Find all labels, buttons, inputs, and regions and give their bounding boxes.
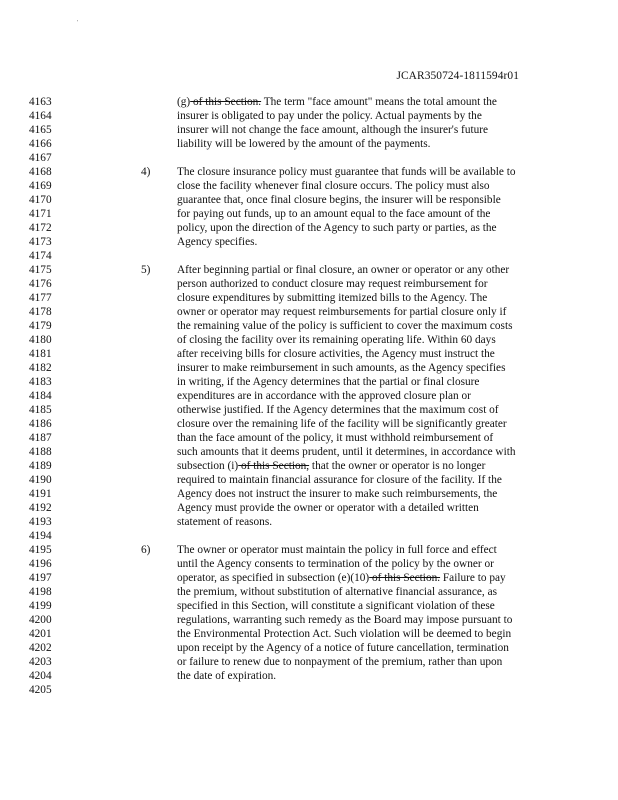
text-line: for paying out funds, up to an amount equal to the face amount of the	[177, 208, 491, 220]
text-line: The owner or operator must maintain the policy in full force and effect	[177, 544, 497, 556]
text-line	[177, 460, 567, 474]
line-number: 4188	[29, 446, 52, 458]
text-line: specified in this Section, will constitute a significant violation of these	[177, 600, 495, 612]
line-number: 4184	[29, 390, 52, 402]
text-line: in writing, if the Agency determines that the partial or final closure	[177, 376, 480, 388]
line-number: 4168	[29, 166, 52, 178]
line-number: 4179	[29, 320, 52, 332]
text-line: until the Agency consents to termination of the policy by the owner or	[177, 558, 494, 570]
line-number: 4181	[29, 348, 52, 360]
line-number: 4185	[29, 404, 52, 416]
paragraph-number: 6)	[141, 544, 151, 556]
text-line: person authorized to conduct closure may request reimbursement for	[177, 278, 488, 290]
text-line: required to maintain financial assurance for closure of the facility. If the	[177, 474, 502, 486]
struck-text: of this Section,	[238, 460, 310, 472]
text-line: close the facility whenever final closure occurs. The policy must also	[177, 180, 490, 192]
line-number: 4195	[29, 544, 52, 556]
line-number: 4198	[29, 586, 52, 598]
text-line: owner or operator may request reimbursements for partial closure only if	[177, 306, 507, 318]
line-number: 4200	[29, 614, 52, 626]
line-number: 4167	[29, 152, 52, 164]
text-span: that the owner or operator is no longer	[309, 460, 486, 472]
line-number: 4192	[29, 502, 52, 514]
line-number: 4175	[29, 264, 52, 276]
line-number: 4189	[29, 460, 52, 472]
line-number: 4204	[29, 670, 52, 682]
line-number: 4205	[29, 684, 52, 696]
text-line	[177, 96, 567, 110]
paragraph-number: 5)	[141, 264, 151, 276]
line-number: 4191	[29, 488, 52, 500]
line-number: 4174	[29, 250, 52, 262]
text-line: statement of reasons.	[177, 516, 273, 528]
text-line: upon receipt by the Agency of a notice of future cancellation, termination	[177, 642, 509, 654]
text-line: or failure to renew due to nonpayment of the premium, rather than upon	[177, 656, 503, 668]
line-number: 4164	[29, 110, 52, 122]
text-line: liability will be lowered by the amount of the payments.	[177, 138, 431, 150]
line-number: 4182	[29, 362, 52, 374]
line-number: 4196	[29, 558, 52, 570]
line-number: 4190	[29, 474, 52, 486]
line-number: 4170	[29, 194, 52, 206]
line-number: 4194	[29, 530, 52, 542]
text-line: the premium, without substitution of alternative financial assurance, as	[177, 586, 497, 598]
text-line: the remaining value of the policy is sufficient to cover the maximum costs	[177, 320, 513, 332]
margin-mark: '	[77, 20, 79, 26]
text-span: (g)	[177, 96, 191, 108]
line-number: 4180	[29, 334, 52, 346]
text-line: insurer will not change the face amount, although the insurer's future	[177, 124, 489, 136]
line-number: 4199	[29, 600, 52, 612]
line-number: 4173	[29, 236, 52, 248]
line-number: 4197	[29, 572, 52, 584]
line-number: 4201	[29, 628, 52, 640]
line-number: 4172	[29, 222, 52, 234]
line-number: 4169	[29, 180, 52, 192]
line-number: 4163	[29, 96, 52, 108]
text-line: otherwise justified. If the Agency determines that the maximum cost of	[177, 404, 499, 416]
text-line: insurer to make reimbursement in such amounts, as the Agency specifies	[177, 362, 506, 374]
line-number: 4193	[29, 516, 52, 528]
text-line: Agency must provide the owner or operator with a detailed written	[177, 502, 479, 514]
text-span: subsection (i)	[177, 460, 239, 472]
text-line: guarantee that, once final closure begins, the insurer will be responsible	[177, 194, 501, 206]
text-span: Failure to pay	[440, 572, 506, 584]
text-line: the date of expiration.	[177, 670, 277, 682]
text-line	[177, 572, 567, 586]
text-line: Agency does not instruct the insurer to make such reimbursements, the	[177, 488, 498, 500]
text-line: closure over the remaining life of the facility will be significantly greater	[177, 418, 507, 430]
text-line: of closing the facility over its remaining operating life. Within 60 days	[177, 334, 496, 346]
line-number: 4186	[29, 418, 52, 430]
line-number: 4203	[29, 656, 52, 668]
line-number: 4178	[29, 306, 52, 318]
line-number: 4202	[29, 642, 52, 654]
text-line: insurer is obligated to pay under the policy. Actual payments by the	[177, 110, 482, 122]
text-line: After beginning partial or final closure, an owner or operator or any other	[177, 264, 510, 276]
paragraph-number: 4)	[141, 166, 151, 178]
text-line: than the face amount of the policy, it must withhold reimbursement of	[177, 432, 494, 444]
line-number: 4165	[29, 124, 52, 136]
line-number: 4187	[29, 432, 52, 444]
text-line: policy, upon the direction of the Agency to such party or parties, as the	[177, 222, 497, 234]
text-span: operator, as specified in subsection (e)(10)	[177, 572, 370, 584]
document-id-header: JCAR350724-1811594r01	[396, 70, 519, 82]
struck-text: of this Section.	[190, 96, 262, 108]
text-line: closure expenditures by submitting itemized bills to the Agency. The	[177, 292, 488, 304]
text-line: after receiving bills for closure activities, the Agency must instruct the	[177, 348, 495, 360]
text-line: The closure insurance policy must guarantee that funds will be available to	[177, 166, 516, 178]
line-number: 4176	[29, 278, 52, 290]
line-number: 4166	[29, 138, 52, 150]
struck-text: of this Section.	[369, 572, 441, 584]
text-line: the Environmental Protection Act. Such violation will be deemed to begin	[177, 628, 512, 640]
line-number: 4171	[29, 208, 52, 220]
text-line: such amounts that it deems prudent, until it determines, in accordance with	[177, 446, 516, 458]
line-number: 4177	[29, 292, 52, 304]
text-line: regulations, warranting such remedy as the Board may impose pursuant to	[177, 614, 513, 626]
text-line: Agency specifies.	[177, 236, 258, 248]
line-number: 4183	[29, 376, 52, 388]
text-line: expenditures are in accordance with the approved closure plan or	[177, 390, 471, 402]
text-span: The term "face amount" means the total amount the	[261, 96, 497, 108]
